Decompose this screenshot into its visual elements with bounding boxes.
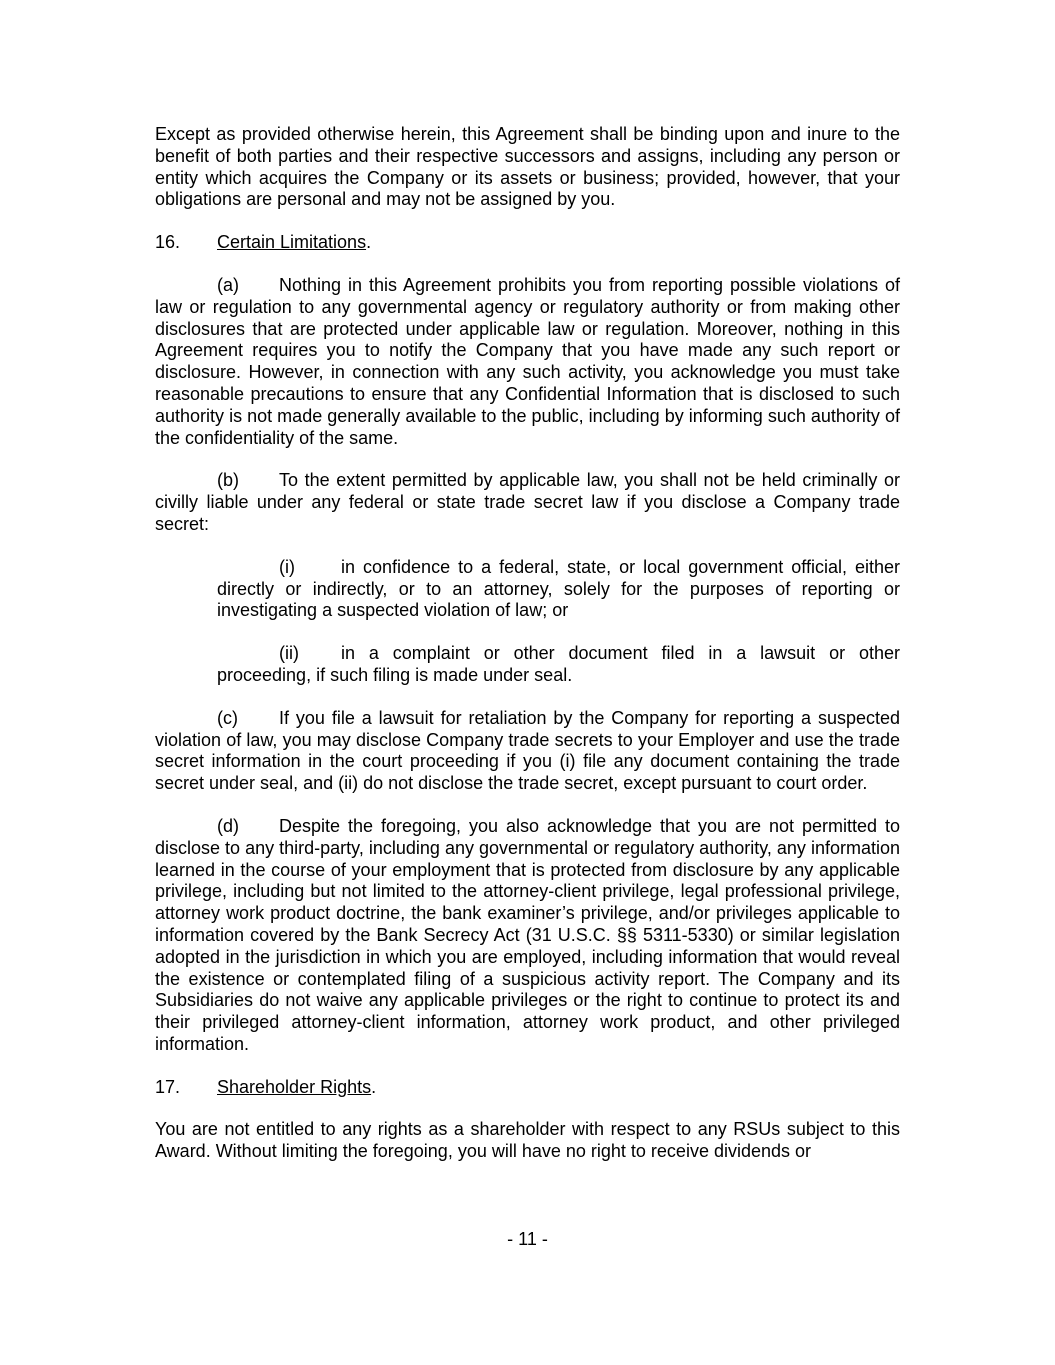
section-16a-label: (a)	[217, 274, 239, 295]
section-16a-paragraph	[155, 275, 900, 449]
section-16c-paragraph	[155, 708, 900, 795]
section-16b-i-label: (i)	[279, 556, 295, 577]
section-16-heading: 16. Certain Limitations.	[155, 232, 372, 253]
section-16d-text: Despite the foregoing, you also acknowledge that you are not permitted to disclose to any third-party, including any governmental or regulatory authority, any information learned in the course of your employment that is protected from disclosure by any applicable privilege, including but not limited to the attorney-client privilege, legal professional privilege, attorney work product doctrine, the bank examiner’s privilege, and/or privileges applicable to information covered by the Bank Secrecy Act (31 U.S.C. §§ 5311-5330) or similar legislation adopted in the jurisdiction in which you are employed, including information that would reveal the existence or contemplated filing of a suspicious activity report. The Company and its Subsidiaries do not waive any applicable privileges or the right to continue to protect its and their privileged attorney-client information, attorney work product, and other privileged information.	[155, 815, 900, 1054]
section-16b-i-text: in confidence to a federal, state, or local government official, either directly or indirectly, or to an attorney, solely for the purposes of reporting or investigating a suspected violation of law; or	[217, 556, 900, 621]
section-16c-label: (c)	[217, 707, 238, 728]
section-16b-label: (b)	[217, 470, 239, 491]
section-16d-label: (d)	[217, 815, 239, 836]
section-16-title: Certain Limitations	[217, 232, 367, 253]
section-16a-text: Nothing in this Agreement prohibits you from reporting possible violations of law or regulation to any governmental agency or regulatory authority or from making other disclosures that are protected under applicable law or regulation. Moreover, nothing in this Agreement requires you to notify the Company that you have made any such report or disclosure. However, in connection with any such activity, you acknowledge you must take reasonable precautions to ensure that any Confidential Information that is disclosed to such authority is not made generally available to the public, including by informing such authority of the confidentiality of the same.	[155, 274, 900, 448]
section-17-paragraph: You are not entitled to any rights as a shareholder with respect to any RSUs subject to this Award. Without limiting the foregoing, you will have no right to receive dividends or	[155, 1119, 900, 1162]
section-17-heading: 17. Shareholder Rights.	[155, 1076, 377, 1097]
section-16b-ii-label: (ii)	[279, 643, 299, 664]
section-16b-paragraph	[155, 470, 900, 535]
section-16c-text: If you file a lawsuit for retaliation by the Company for reporting a suspected violation of law, you may disclose Company trade secrets to your Employer and use the trade secret information in the court proceeding if you (i) file any document containing the trade secret under seal, and (ii) do not disclose the trade secret, except pursuant to court order.	[155, 707, 900, 794]
section-16-number: 16.	[155, 232, 181, 253]
page-number: - 11 -	[507, 1229, 548, 1249]
intro-paragraph: Except as provided otherwise herein, this Agreement shall be binding upon and inure to the benefit of both parties and their respective successors and assigns, including any person or entity which acquires the Company or its assets or business; provided, however, that your obligations are personal and may not be assigned by you.	[155, 124, 900, 210]
section-16b-text: To the extent permitted by applicable law, you shall not be held criminally or civilly liable under any federal or state trade secret law if you disclose a Company trade secret:	[155, 470, 900, 534]
section-16b-i-paragraph	[217, 557, 900, 622]
section-17-number: 17.	[155, 1076, 181, 1097]
section-17-title: Shareholder Rights	[217, 1076, 372, 1097]
document-body	[155, 124, 900, 1163]
section-16b-ii-text: in a complaint or other document filed in a lawsuit or other proceeding, if such filing is made under seal.	[217, 643, 900, 685]
section-16d-paragraph	[155, 816, 900, 1056]
section-16b-ii-paragraph	[217, 643, 900, 687]
